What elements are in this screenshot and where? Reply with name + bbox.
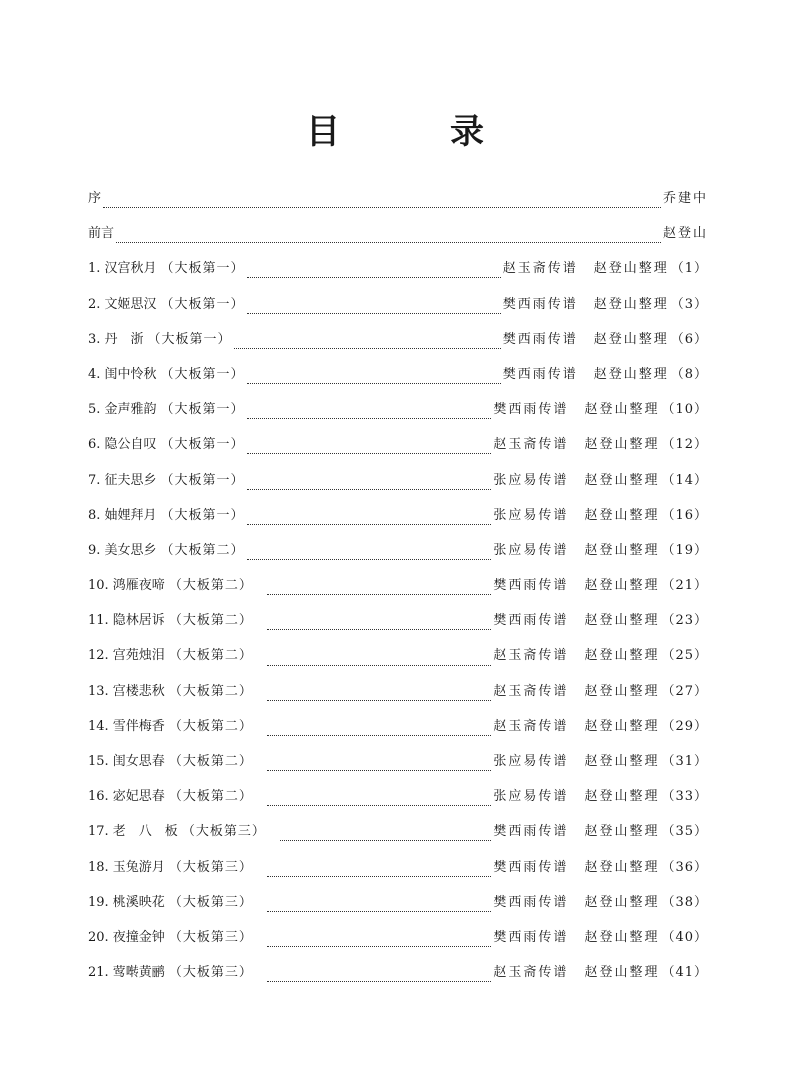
entry-section: （大板第二）	[168, 578, 253, 594]
entry-page-number: （19）	[661, 542, 708, 558]
entry-title: 9. 美女思乡	[88, 542, 157, 558]
dot-leader	[247, 489, 492, 490]
entry-editor: 赵登山整理	[593, 331, 669, 347]
entry-transmitter: 樊西雨传谱	[493, 578, 569, 594]
entry-page-number: （23）	[661, 613, 708, 629]
entry-section: （大板第三）	[168, 965, 253, 981]
entry-title: 4. 闺中怜秋	[88, 366, 157, 382]
entry-editor: 赵登山整理	[584, 542, 660, 558]
entry-transmitter: 樊西雨传谱	[493, 859, 569, 875]
entry-title: 20. 夜撞金钟	[88, 929, 165, 945]
entry-author: 赵登山	[662, 226, 708, 242]
toc-entry[interactable]	[88, 786, 708, 821]
toc-entry[interactable]	[88, 927, 708, 962]
entry-editor: 赵登山整理	[584, 648, 660, 664]
entry-title: 8. 妯娌拜月	[88, 507, 157, 523]
toc-entry[interactable]	[88, 716, 708, 751]
entry-editor: 赵登山整理	[584, 754, 660, 769]
entry-editor: 赵登山整理	[584, 929, 660, 945]
entry-title: 7. 征夫思乡	[88, 472, 157, 488]
dot-leader	[247, 453, 492, 454]
toc-entry[interactable]	[88, 821, 708, 856]
toc-entry[interactable]	[88, 505, 708, 540]
dot-leader	[267, 946, 492, 947]
entry-transmitter: 樊西雨传谱	[502, 296, 578, 312]
entry-page-number: （38）	[661, 894, 708, 910]
toc-entry-foreword[interactable]	[88, 223, 708, 258]
entry-title: 1. 汉宫秋月	[88, 261, 157, 277]
entry-section: （大板第二）	[168, 754, 253, 769]
toc-entry[interactable]	[88, 434, 708, 469]
entry-page-number: （29）	[661, 718, 708, 734]
entry-title: 5. 金声雅韵	[88, 402, 157, 418]
entry-transmitter: 张应易传谱	[493, 507, 569, 523]
entry-editor: 赵登山整理	[584, 824, 660, 840]
table-of-contents	[88, 188, 708, 997]
entry-page-number: （12）	[661, 437, 708, 453]
dot-leader	[247, 383, 501, 384]
entry-transmitter: 赵玉斋传谱	[502, 261, 578, 277]
entry-section: （大板第一）	[147, 331, 232, 347]
entry-editor: 赵登山整理	[584, 472, 660, 488]
entry-title: 13. 宫楼悲秋	[88, 683, 165, 699]
dot-leader	[280, 840, 492, 841]
entry-editor: 赵登山整理	[593, 366, 669, 382]
entry-editor: 赵登山整理	[584, 965, 660, 981]
entry-editor: 赵登山整理	[584, 718, 660, 734]
entry-editor: 赵登山整理	[593, 261, 669, 277]
page-title: 目 录	[306, 112, 522, 152]
entry-page-number: （16）	[661, 507, 708, 523]
entry-title: 3. 丹 浙	[88, 331, 144, 347]
entry-title: 16. 宓妃思春	[88, 789, 165, 805]
entry-section: （大板第三）	[181, 824, 266, 840]
entry-section: （大板第二）	[168, 613, 253, 629]
entry-transmitter: 张应易传谱	[493, 542, 569, 558]
toc-entry[interactable]	[88, 329, 708, 364]
entry-section: （大板第一）	[160, 507, 245, 523]
entry-transmitter: 张应易传谱	[493, 472, 569, 488]
entry-title: 10. 鸿雁夜啼	[88, 578, 165, 594]
entry-page-number: （36）	[661, 859, 708, 875]
dot-leader	[247, 418, 492, 419]
entry-section: （大板第二）	[168, 683, 253, 699]
toc-entry[interactable]	[88, 610, 708, 645]
dot-leader	[267, 770, 492, 771]
toc-entry[interactable]	[88, 470, 708, 505]
entry-transmitter: 赵玉斋传谱	[493, 648, 569, 664]
entry-editor: 赵登山整理	[584, 859, 660, 875]
dot-leader	[247, 524, 492, 525]
entry-section: （大板第三）	[168, 894, 253, 910]
entry-title: 2. 文姬思汉	[88, 296, 157, 312]
toc-entry-preface[interactable]	[88, 188, 708, 223]
dot-leader	[267, 735, 492, 736]
entry-transmitter: 樊西雨传谱	[493, 613, 569, 629]
entry-author: 乔建中	[662, 191, 708, 206]
entry-page-number: （10）	[661, 402, 708, 418]
entry-section: （大板第三）	[168, 859, 253, 875]
toc-entry[interactable]	[88, 294, 708, 329]
toc-entry[interactable]	[88, 540, 708, 575]
entry-transmitter: 樊西雨传谱	[502, 366, 578, 382]
entry-editor: 赵登山整理	[593, 296, 669, 312]
entry-page-number: （1）	[670, 261, 708, 277]
entry-title: 18. 玉兔游月	[88, 859, 165, 875]
entry-editor: 赵登山整理	[584, 613, 660, 629]
entry-transmitter: 赵玉斋传谱	[493, 718, 569, 734]
entry-section: （大板第一）	[160, 402, 245, 418]
entry-page-number: （8）	[670, 366, 708, 382]
dot-leader	[267, 594, 492, 595]
entry-section: （大板第二）	[168, 718, 253, 734]
entry-page-number: （27）	[661, 683, 708, 699]
entry-transmitter: 樊西雨传谱	[493, 402, 569, 418]
entry-editor: 赵登山整理	[584, 789, 660, 805]
entry-page-number: （41）	[661, 965, 708, 981]
dot-leader	[116, 242, 661, 243]
toc-entry[interactable]	[88, 751, 708, 786]
toc-entry[interactable]	[88, 575, 708, 610]
entry-transmitter: 赵玉斋传谱	[493, 965, 569, 981]
entry-transmitter: 赵玉斋传谱	[493, 437, 569, 453]
dot-leader	[267, 805, 492, 806]
dot-leader	[103, 207, 661, 208]
entry-page-number: （3）	[670, 296, 708, 312]
entry-editor: 赵登山整理	[584, 894, 660, 910]
entry-title: 21. 莺啭黄鹂	[88, 965, 165, 981]
entry-title: 17. 老 八 板	[88, 824, 178, 840]
toc-entry[interactable]	[88, 857, 708, 892]
entry-title: 15. 闺女思春	[88, 754, 165, 769]
entry-title: 19. 桃溪映花	[88, 894, 165, 910]
entry-title: 6. 隐公自叹	[88, 437, 157, 453]
entry-page-number: （25）	[661, 648, 708, 664]
entry-transmitter: 樊西雨传谱	[493, 824, 569, 840]
entry-page-number: （21）	[661, 578, 708, 594]
toc-entry[interactable]	[88, 681, 708, 716]
entry-transmitter: 张应易传谱	[493, 789, 569, 805]
entry-page-number: （6）	[670, 331, 708, 347]
dot-leader	[267, 665, 492, 666]
dot-leader	[267, 876, 492, 877]
entry-section: （大板第一）	[160, 472, 245, 488]
entry-transmitter: 赵玉斋传谱	[493, 683, 569, 699]
entry-page-number: （31）	[661, 754, 708, 769]
entry-title: 12. 宫苑烛泪	[88, 648, 165, 664]
dot-leader	[267, 911, 492, 912]
entry-transmitter: 樊西雨传谱	[493, 929, 569, 945]
entry-title: 11. 隐林居诉	[88, 613, 165, 629]
toc-entry[interactable]	[88, 892, 708, 927]
entry-editor: 赵登山整理	[584, 402, 660, 418]
entry-section: （大板第一）	[160, 261, 245, 277]
entry-title: 序	[88, 191, 102, 206]
entry-page-number: （35）	[661, 824, 708, 840]
entry-editor: 赵登山整理	[584, 507, 660, 523]
dot-leader	[247, 559, 492, 560]
entry-section: （大板第二）	[160, 542, 245, 558]
toc-entry[interactable]	[88, 399, 708, 434]
entry-section: （大板第三）	[168, 929, 253, 945]
entry-editor: 赵登山整理	[584, 578, 660, 594]
dot-leader	[267, 629, 492, 630]
toc-entry[interactable]	[88, 645, 708, 680]
entry-editor: 赵登山整理	[584, 683, 660, 699]
dot-leader	[234, 348, 501, 349]
entry-section: （大板第一）	[160, 366, 245, 382]
entry-page-number: （33）	[661, 789, 708, 805]
toc-entry[interactable]	[88, 962, 708, 997]
entry-transmitter: 樊西雨传谱	[493, 894, 569, 910]
entry-page-number: （40）	[661, 929, 708, 945]
toc-entry[interactable]	[88, 258, 708, 293]
entry-title: 前言	[88, 226, 115, 242]
dot-leader	[247, 313, 501, 314]
toc-entry[interactable]	[88, 364, 708, 399]
dot-leader	[267, 981, 492, 982]
entry-title: 14. 雪伴梅香	[88, 718, 165, 734]
entry-editor: 赵登山整理	[584, 437, 660, 453]
entry-section: （大板第一）	[160, 296, 245, 312]
entry-section: （大板第二）	[168, 789, 253, 805]
entry-section: （大板第二）	[168, 648, 253, 664]
dot-leader	[267, 700, 492, 701]
entry-transmitter: 张应易传谱	[493, 754, 569, 769]
dot-leader	[247, 277, 501, 278]
entry-section: （大板第一）	[160, 437, 245, 453]
entry-transmitter: 樊西雨传谱	[502, 331, 578, 347]
entry-page-number: （14）	[661, 472, 708, 488]
